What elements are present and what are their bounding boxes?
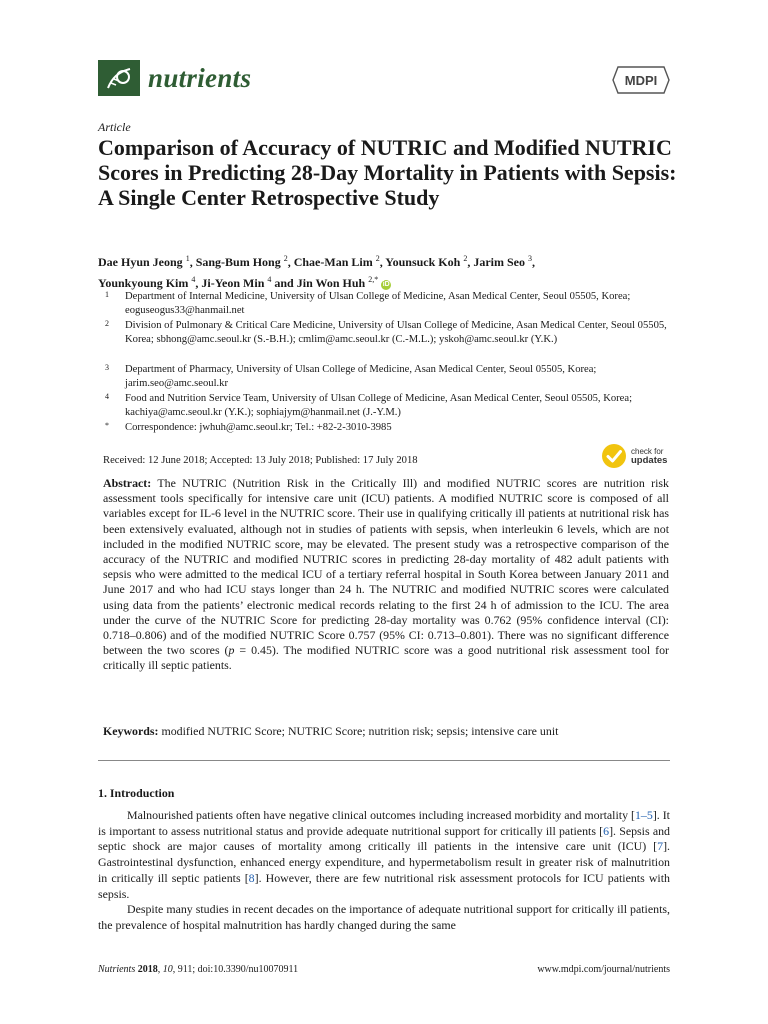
abstract-text-1: The NUTRIC (Nutrition Risk in the Critically Ill) and modified NUTRIC scores are nutrition risk assessment tools specifically for intensive care unit (ICU) patients. A modified NUTRIC score is composed of all variables except for IL-6 level in the NUTRIC score. Their use in qualifying critically ill patients at nutritional risk has been extensively evaluated, although not in studies of patients with sepsis, when interleukin 6 levels, which are not included in the modified NUTRIC score, may be elevated. The present study was a retrospective comparison of the accuracy of the NUTRIC and modified NUTRIC scores in predicting 28-day mortality of 482 adult patients with sepsis who were admitted to the medical ICU of a tertiary referral hospital in South Korea between January 2011 and June 2017 and who had ICU stays longer than 24 h. The NUTRIC and modified NUTRIC scores were calculated using data from the patients’ electronic medical records relating to the first 24 h of admission to the ICU. The area under the curve of the NUTRIC Score for predicting 28-day mortality was 0.762 (95% confidence interval (CI): 0.718–0.806) and of the modified NUTRIC Score 0.757 (95% CI: 0.713–0.801). There was no significant difference between the two scores ( bbox=[103, 476, 669, 658]
affiliation-number: * bbox=[105, 421, 109, 430]
author-name: Ji-Yeon Min bbox=[201, 276, 265, 290]
footer-volume: 10 bbox=[162, 964, 173, 975]
footer-doi: , 911; doi:10.3390/nu10070911 bbox=[172, 964, 299, 975]
author-aff: 4 bbox=[191, 275, 196, 284]
keywords-label: Keywords: bbox=[103, 724, 159, 738]
abstract-text-2: = 0.45). The modified NUTRIC score was a good nutritional risk assessment tool for critically ill septic patients. bbox=[103, 643, 669, 673]
check-updates-label bbox=[631, 447, 667, 465]
orcid-icon[interactable]: iD bbox=[382, 281, 390, 288]
journal-logo bbox=[98, 60, 251, 96]
author-aff: 2 bbox=[463, 254, 468, 263]
body-text: ]. It is important to assess nutritional status and provide adequate nutritional support for critically ill patients [ bbox=[98, 808, 670, 838]
body-text: ]. Sepsis and septic shock are major causes of mortality among critically ill patients in the intensive care unit (ICU) [ bbox=[98, 823, 670, 854]
article-type: Article bbox=[98, 120, 131, 134]
author-aff: 1 bbox=[185, 254, 190, 263]
paragraph bbox=[98, 808, 670, 902]
footer-url[interactable]: www.mdpi.com/journal/nutrients bbox=[537, 964, 670, 975]
author-aff: 3 bbox=[527, 254, 532, 263]
body-text: ]. Gastrointestinal dysfunction, enhanced energy expenditure, and hypermetabolism result in greater risk of malnutrition in critically ill septic patients [ bbox=[98, 839, 670, 885]
section-divider bbox=[98, 760, 670, 761]
citation-link[interactable]: 6 bbox=[603, 823, 610, 838]
publisher-name: MDPI bbox=[624, 73, 658, 88]
check-for-updates-button[interactable] bbox=[601, 443, 667, 469]
affiliation-text: Correspondence: jwhuh@amc.seoul.kr; Tel.: +82-2-3010-3985 bbox=[125, 422, 392, 433]
affiliation-number: 4 bbox=[105, 392, 109, 401]
author-name: Younkyoung Kim bbox=[98, 276, 189, 290]
affiliation-text: Department of Pharmacy, University of Ulsan College of Medicine, Asan Medical Center, Seoul 05505, Korea; jarim.seo@amc.seoul.kr bbox=[125, 364, 597, 390]
paragraph: Despite many studies in recent decades on the importance of adequate nutritional support for critically ill patients, the prevalence of hospital malnutrition has hardly changed during the same bbox=[98, 902, 670, 932]
affiliation-text: Department of Internal Medicine, University of Ulsan College of Medicine, Asan Medical Center, Seoul 05505, Korea; eoguseogus33@hanmail.net bbox=[125, 291, 631, 317]
abstract bbox=[103, 476, 669, 674]
author-name: Sang-Bum Hong bbox=[195, 255, 281, 269]
footer-year: 2018 bbox=[137, 964, 158, 975]
journal-name: nutrients bbox=[148, 62, 252, 93]
footer-journal: Nutrients bbox=[98, 964, 136, 975]
publisher-logo bbox=[612, 66, 670, 94]
affiliation-text: Division of Pulmonary & Critical Care Medicine, University of Ulsan College of Medicine, Asan Medical Center, Seoul 05505, Korea; sbhong@amc.seoul.kr (S.-B.H.); cmlim@amc.seoul.kr (C.-M.L.); yskoh@amc.seoul.kr (Y.K.) bbox=[125, 320, 667, 346]
keywords bbox=[103, 724, 669, 739]
paper-title: Comparison of Accuracy of NUTRIC and Modified NUTRIC Scores in Predicting 28-Day Mortality in Patients with Sepsis: A Single Center Retrospective Study bbox=[98, 135, 677, 210]
p-value-symbol: p bbox=[228, 643, 235, 658]
journal-logo-icon bbox=[98, 60, 140, 96]
affiliation-number: 1 bbox=[105, 290, 109, 299]
publication-dates: Received: 12 June 2018; Accepted: 13 July 2018; Published: 17 July 2018 bbox=[103, 455, 418, 466]
author-name: Chae-Man Lim bbox=[293, 255, 373, 269]
author-name: Jin Won Huh bbox=[296, 276, 366, 290]
author-list: Dae Hyun Jeong $^1$, Sang-Bum Hong $^2$, Chae-Man Lim $^2$, Younsuck Koh $^2$, Jarim Seo $^3$, Younkyoung Kim $^4$, Ji-Yeon Min $^4$ and Jin Won Huh $^{2,*}$ iD bbox=[98, 254, 535, 290]
author-conjunction: and bbox=[274, 276, 294, 290]
body-text: ]. However, there are few nutritional risk assessment protocols for ICU patients with sepsis. bbox=[98, 870, 670, 901]
author-aff: 2,* bbox=[368, 275, 379, 284]
body-text: Malnourished patients often have negative clinical outcomes including increased morbidity and mortality [ bbox=[127, 808, 635, 822]
check-updates-icon bbox=[601, 443, 627, 469]
author-aff: 4 bbox=[267, 275, 272, 284]
citation-link[interactable]: 7 bbox=[657, 839, 664, 854]
keywords-text: modified NUTRIC Score; NUTRIC Score; nutrition risk; sepsis; intensive care unit bbox=[161, 724, 559, 738]
author-name: Dae Hyun Jeong bbox=[98, 255, 183, 269]
section-heading: 1. Introduction bbox=[98, 786, 175, 800]
citation-link[interactable]: 8 bbox=[248, 870, 255, 885]
citation-link[interactable]: 1–5 bbox=[634, 808, 653, 822]
footer-citation: Nutrients 2018, 10, 911; doi:10.3390/nu10070911 bbox=[98, 964, 299, 975]
author-aff: 2 bbox=[375, 254, 380, 263]
check-updates-line1: check for bbox=[631, 447, 664, 456]
author-name: Younsuck Koh bbox=[385, 255, 461, 269]
affiliation-text: Food and Nutrition Service Team, University of Ulsan College of Medicine, Asan Medical Center, Seoul 05505, Korea; kachiya@amc.seoul.kr (Y.K.); sophiajym@hanmail.net (J.-Y.M.) bbox=[125, 393, 633, 419]
introduction-body bbox=[98, 808, 670, 934]
affiliation-number: 3 bbox=[105, 363, 109, 372]
abstract-label: Abstract: bbox=[103, 476, 152, 490]
check-updates-line2: updates bbox=[631, 455, 668, 466]
affiliation-number: 2 bbox=[105, 319, 109, 328]
author-aff: 2 bbox=[283, 254, 288, 263]
author-name: Jarim Seo bbox=[473, 255, 525, 269]
